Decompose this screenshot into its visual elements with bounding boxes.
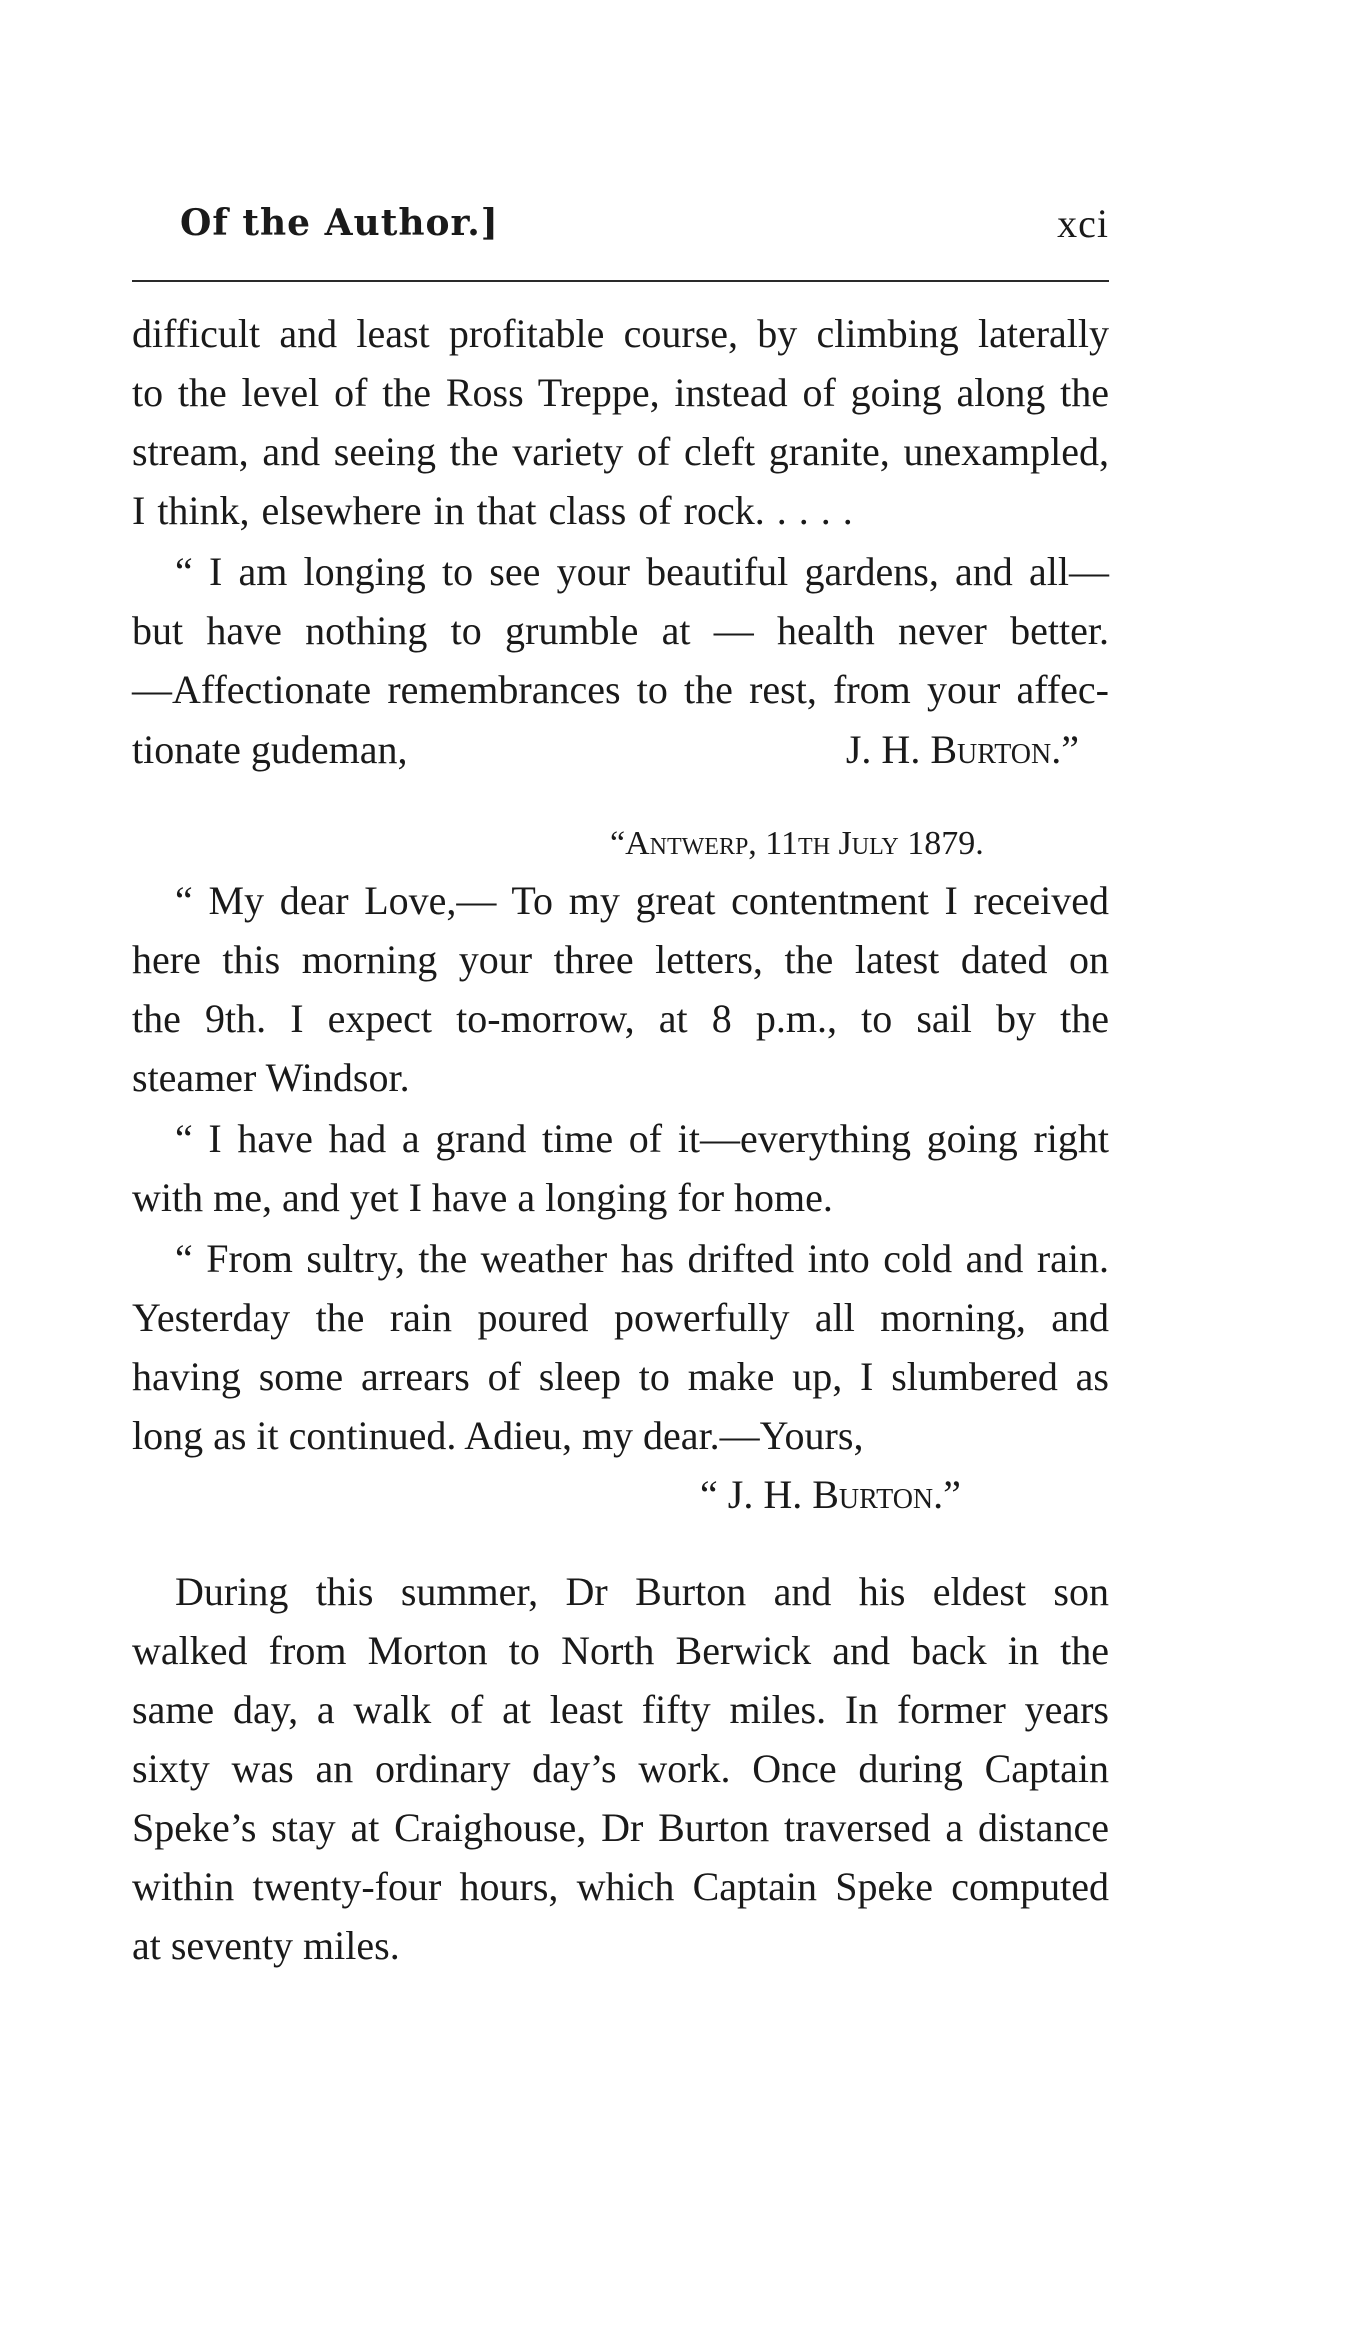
salutation-line: “ My dear Love,— To my great contentment I received [175, 878, 1109, 923]
text-line: —Affectionate remembrances to the rest, from your affec- [132, 667, 1109, 712]
running-head: Of the Author.] [180, 202, 499, 244]
text-line: at seventy miles. [132, 1923, 400, 1968]
text-line: but have nothing to grumble at — health never better. [132, 608, 1109, 653]
text-line: stream, and seeing the variety of cleft granite, unexampled, [132, 429, 1109, 474]
page-number: xci [1057, 201, 1109, 246]
closing-line [132, 726, 1109, 774]
text-line: “ I am longing to see your beautiful gardens, and all— [175, 549, 1109, 594]
text-line: tionate gudeman, [132, 727, 408, 772]
text-line: long as it continued. Adieu, my dear.—Yours, [132, 1413, 864, 1458]
text-line: same day, a walk of at least fifty miles. In former years [132, 1687, 1109, 1732]
text-line: the 9th. I expect to-morrow, at 8 p.m., to sail by the [132, 996, 1109, 1041]
text-line: to the level of the Ross Treppe, instead of going along the [132, 370, 1109, 415]
text-line: walked from Morton to North Berwick and back in the [132, 1628, 1109, 1673]
text-line: with me, and yet I have a longing for home. [132, 1175, 833, 1220]
signature: J. H. Burton.” [845, 727, 1079, 772]
text-line: difficult and least profitable course, by climbing laterally [132, 311, 1109, 356]
text-line: Yesterday the rain poured powerfully all morning, and [132, 1295, 1109, 1340]
text-line: within twenty-four hours, which Captain Speke computed [132, 1864, 1109, 1909]
text-line: sixty was an ordinary day’s work. Once during Captain [132, 1746, 1109, 1791]
text-line: I think, elsewhere in that class of rock. . . . . [132, 488, 853, 533]
text-line: “ I have had a grand time of it—everything going right [175, 1116, 1109, 1161]
text-line: having some arrears of sleep to make up, I slumbered as [132, 1354, 1109, 1399]
text-line: here this morning your three letters, the latest dated on [132, 937, 1109, 982]
text-line: During this summer, Dr Burton and his eldest son [175, 1569, 1109, 1614]
header-rule [132, 280, 1109, 282]
text-line: “ From sultry, the weather has drifted into cold and rain. [175, 1236, 1109, 1281]
signature: “ J. H. Burton.” [700, 1472, 961, 1517]
letter-dateline: “Antwerp, 11th July 1879. [610, 825, 984, 862]
text-line: steamer Windsor. [132, 1055, 410, 1100]
text-line: Speke’s stay at Craighouse, Dr Burton traversed a distance [132, 1805, 1109, 1850]
